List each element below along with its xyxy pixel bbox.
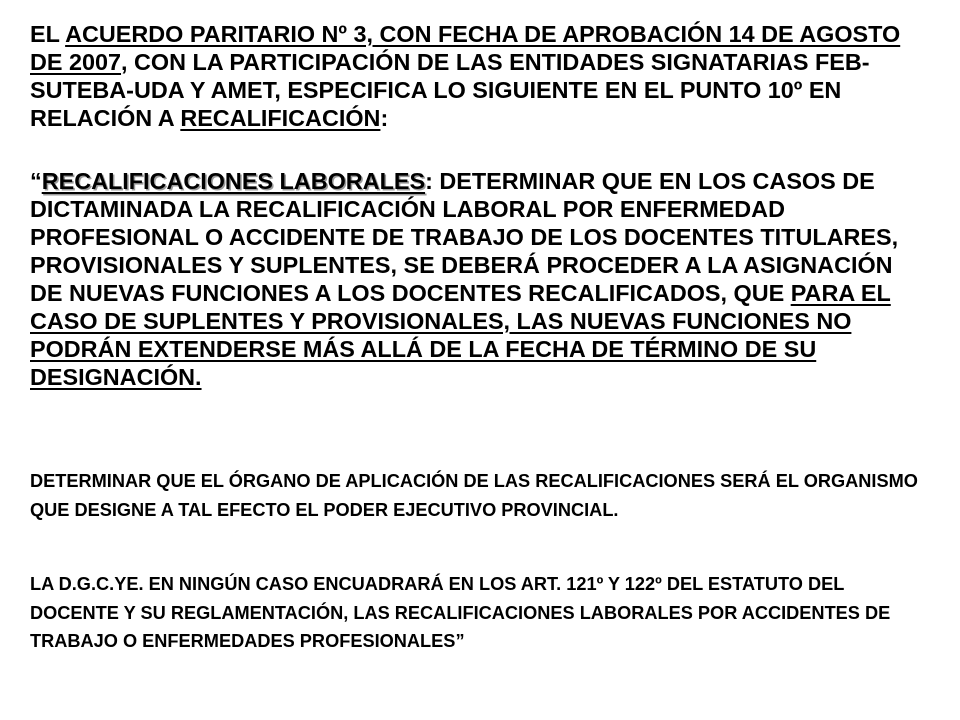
text-el: EL (30, 21, 66, 47)
text-determinar: : DETERMINAR QUE EN LOS CASOS DE DICTAMINADA LA RECALIFICACIÓN LABORAL POR ENFERMEDAD PROFESIONAL O ACCIDENTE DE TRABAJO DE LOS DOCENTES TITULARES, PROVISIONALES Y SUPLENTES, SE DEBERÁ PROCEDER A LA ASIGNACIÓN DE NUEVAS FUNCIONES A LOS DOCENTES RECALIFICADOS, QUE (30, 168, 899, 306)
text-entidades: , CON LA PARTICIPACIÓN DE LAS ENTIDADES SIGNATARIAS FEB-SUTEBA-UDA Y AMET, ESPECIFICA LO SIGUIENTE EN EL PUNTO 10º EN RELACIÓN A (30, 49, 870, 131)
open-quote: “ (30, 168, 42, 194)
text-colon: : (380, 105, 389, 131)
acuerdo-reference: ACUERDO PARITARIO Nº 3, CON FECHA DE APROBACIÓN 14 DE AGOSTO DE 2007 (30, 21, 901, 75)
text-dgcye: LA D.G.C.YE. EN NINGÚN CASO ENCUADRARÁ EN LOS ART. 121º Y 122º DEL ESTATUTO DEL DOCENTE Y SU REGLAMENTACIÓN, LAS RECALIFICACIONES LABORALES POR ACCIDENTES DE TRABAJO O ENFERMEDADES PROFESIONALES (30, 574, 891, 651)
paragraph-dgcye (30, 570, 930, 656)
paragraph-acuerdo-intro (30, 20, 930, 132)
recalificaciones-heading: RECALIFICACIONES LABORALES (41, 168, 426, 194)
paragraph-organo-aplicacion: DETERMINAR QUE EL ÓRGANO DE APLICACIÓN DE LAS RECALIFICACIONES SERÁ EL ORGANISMO QUE DESIGNE A TAL EFECTO EL PODER EJECUTIVO PROVINCIAL. (30, 471, 918, 520)
paragraph-recalificaciones (30, 167, 930, 391)
suplentes-clause: PARA EL CASO DE SUPLENTES Y PROVISIONALES, LAS NUEVAS FUNCIONES NO PODRÁN EXTENDERSE MÁS ALLÁ DE LA FECHA DE TÉRMINO DE SU DESIGNACIÓN. (30, 280, 891, 390)
recalificacion-term: RECALIFICACIÓN (180, 105, 381, 131)
close-quote: ” (455, 631, 465, 651)
